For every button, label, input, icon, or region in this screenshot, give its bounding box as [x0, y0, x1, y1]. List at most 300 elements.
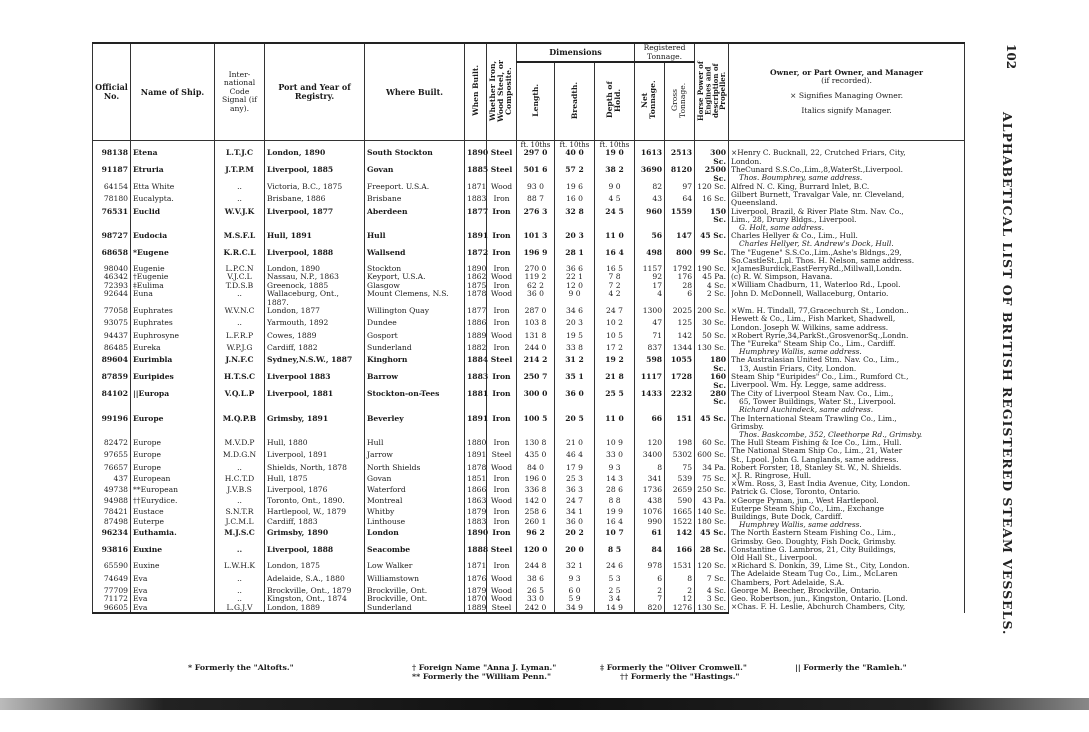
cell-net: 1300	[635, 307, 665, 319]
cell-hp: 45 Sc.	[695, 232, 729, 248]
cell-dep: 14 3	[595, 475, 635, 486]
cell-len: 300 0	[517, 390, 555, 415]
cell-no: 89604	[93, 356, 131, 373]
cell-no: 78421	[93, 508, 131, 519]
cell-port: Cardiff, 1883	[265, 518, 365, 529]
cell-signal: ..	[215, 497, 265, 508]
cell-dep: 10 2	[595, 319, 635, 331]
cell-where: South Stockton	[365, 149, 465, 166]
cell-net: 61	[635, 529, 665, 545]
cell-where: London	[365, 529, 465, 545]
cell-hp: 150 Sc.	[695, 208, 729, 233]
cell-no: 98040	[93, 265, 131, 273]
owner-line: Grimsby. Geo. Doughty, Fish Dock, Grimsby.	[731, 537, 896, 546]
cell-when: 1879	[465, 508, 487, 519]
cell-where: Freeport. U.S.A.	[365, 183, 465, 195]
cell-hp: 190 Sc.	[695, 265, 729, 273]
cell-signal: ..	[215, 290, 265, 307]
cell-gross: 590	[665, 497, 695, 508]
cell-gross: 142	[665, 529, 695, 545]
cell-net: 1613	[635, 149, 665, 166]
cell-signal: ..	[215, 195, 265, 207]
cell-len: 260 1	[517, 518, 555, 529]
header-horse-power: Horse Power of Engines and description of Propeller.	[696, 60, 728, 121]
cell-no: 94988	[93, 497, 131, 508]
cell-dep: 21 8	[595, 373, 635, 390]
cell-hp: 120 Sc.	[695, 183, 729, 195]
cell-mat: Iron	[487, 508, 517, 519]
cell-gross: 1531	[665, 562, 695, 574]
cell-where: Mount Clemens, N.S.	[365, 290, 465, 307]
header-port: Port and Year of Registry.	[265, 43, 365, 141]
cell-hp: 250 Sc.	[695, 486, 729, 497]
manager-line: G. Holt, same address.	[739, 224, 824, 233]
cell-gross: 12	[665, 595, 695, 603]
cell-net: 438	[635, 497, 665, 508]
cell-where: Low Walker	[365, 562, 465, 574]
cell-port: London, 1889	[265, 604, 365, 613]
cell-no: 86485	[93, 344, 131, 356]
ship-row	[93, 529, 965, 545]
cell-br: 20 0	[555, 546, 595, 562]
cell-hp: 7 Sc.	[695, 575, 729, 587]
cell-port: Wallaceburg, Ont., 1887.	[265, 290, 365, 307]
cell-len: 336 8	[517, 486, 555, 497]
cell-hp: 280 Sc.	[695, 390, 729, 415]
cell-dep: 25 5	[595, 390, 635, 415]
cell-br: 9 3	[555, 575, 595, 587]
units-depth: ft. 10ths	[595, 141, 635, 150]
cell-dep: 4 2	[595, 290, 635, 307]
owner-line: ×George Pyman, jun., West Hartlepool.	[731, 496, 879, 505]
cell-len: 250 7	[517, 373, 555, 390]
cell-hp: 180 Sc.	[695, 356, 729, 373]
cell-br: 16 0	[555, 195, 595, 207]
cell-signal: K.R.C.L	[215, 249, 265, 265]
ship-row	[93, 562, 965, 574]
cell-where: Glasgow	[365, 282, 465, 290]
manager-line: Humphrey Wallis, same address.	[739, 521, 862, 530]
owner-line: TheCunard S.S.Co.,Lim.,8,WaterSt.,Liverpool.	[731, 166, 903, 175]
cell-no: 49738	[93, 486, 131, 497]
cell-br: 20 2	[555, 529, 595, 545]
cell-no: 77709	[93, 587, 131, 595]
cell-when: 1866	[465, 486, 487, 497]
owner-line: Old Hall St., Liverpool.	[731, 554, 818, 562]
cell-hp: 160 Sc.	[695, 373, 729, 390]
register-body	[93, 141, 965, 614]
cell-net: 66	[635, 415, 665, 440]
manager-line: Richard Auchindeck, same address.	[739, 406, 874, 415]
cell-dep: 8 8	[595, 497, 635, 508]
cell-br: 19 5	[555, 332, 595, 344]
cell-hp: 130 Sc.	[695, 344, 729, 356]
owner-line: The North Eastern Steam Fishing Co., Lim.,	[731, 529, 896, 538]
owner-header-line1: Owner, or Part Owner, and Manager	[769, 67, 924, 77]
cell-port: Hartlepool, W., 1879	[265, 508, 365, 519]
cell-net: 84	[635, 546, 665, 562]
cell-mat: Wood	[487, 183, 517, 195]
cell-owner	[729, 587, 965, 613]
cell-br: 12 0	[555, 282, 595, 290]
cell-no: 437	[93, 475, 131, 486]
cell-no: 87859	[93, 373, 131, 390]
cell-br: 36 3	[555, 486, 595, 497]
cell-name: Europe	[131, 439, 215, 451]
cell-br: 17 9	[555, 464, 595, 475]
cell-port: Hull, 1875	[265, 475, 365, 486]
cell-dep: 19 0	[595, 149, 635, 166]
cell-no: 93075	[93, 319, 131, 331]
owner-line: ×Robert Ryrie,34,ParkSt.,GrosvenorSq.,Londn.	[731, 331, 909, 340]
cell-len: 103 8	[517, 319, 555, 331]
header-material: Whether Iron, Wood Steel, or Composite.	[488, 59, 513, 122]
cell-when: 1877	[465, 208, 487, 233]
cell-owner	[729, 415, 965, 440]
cell-dep: 5 3	[595, 575, 635, 587]
cell-where: Stockton-on-Tees	[365, 390, 465, 415]
cell-gross: 8	[665, 575, 695, 587]
cell-no: 98138	[93, 149, 131, 166]
units-length: ft. 10ths	[517, 141, 555, 150]
cell-no: 46342	[93, 273, 131, 281]
cell-no: 77058	[93, 307, 131, 319]
cell-no: 71172	[93, 595, 131, 603]
owner-line: The "Eureka" Steam Ship Co., Lim., Cardiff.	[731, 339, 896, 348]
cell-net: 17	[635, 282, 665, 290]
owner-line: Geo. Robertson, jun., Kingston, Ontario. [Lond.	[731, 595, 908, 604]
cell-name: Eva	[131, 575, 215, 587]
cell-len: 38 6	[517, 575, 555, 587]
cell-dep: 3 4	[595, 595, 635, 603]
cell-mat: Iron	[487, 415, 517, 440]
cell-no: 78180	[93, 195, 131, 207]
owner-line: Patrick G. Close, Toronto, Ontario.	[731, 488, 861, 497]
cell-gross: 97	[665, 183, 695, 195]
cell-net: 3400	[635, 451, 665, 463]
cell-net: 498	[635, 249, 665, 265]
cell-signal: L.W.H.K	[215, 562, 265, 574]
cell-len: 258 6	[517, 508, 555, 519]
cell-mat: Iron	[487, 439, 517, 451]
ship-row	[93, 232, 965, 248]
cell-br: 20 3	[555, 232, 595, 248]
owner-line: Gilbert Burnett, Travalgar Vale, nr. Cleveland,	[731, 191, 905, 200]
cell-gross: 800	[665, 249, 695, 265]
cell-net: 978	[635, 562, 665, 574]
cell-when: 1851	[465, 475, 487, 486]
owner-line: Liverpool. Wm. Hy. Legge, same address.	[731, 381, 887, 390]
cell-len: 62 2	[517, 282, 555, 290]
cell-mat: Wood	[487, 273, 517, 281]
cell-owner	[729, 232, 965, 248]
cell-owner	[729, 464, 965, 530]
cell-no: 97655	[93, 451, 131, 463]
cell-port: Hull, 1891	[265, 232, 365, 248]
cell-port: Cardiff, 1882	[265, 344, 365, 356]
manager-line: Charles Hellyer, St. Andrew's Dock, Hull.	[739, 240, 894, 249]
cell-name: Eurimbla	[131, 356, 215, 373]
cell-when: 1883	[465, 195, 487, 207]
cell-where: Wallsend	[365, 249, 465, 265]
cell-dep: 7 8	[595, 273, 635, 281]
owner-line: Queensland.	[731, 199, 778, 208]
cell-signal: W.V.N.C	[215, 307, 265, 319]
cell-signal: H.C.T.D	[215, 475, 265, 486]
cell-mat: Wood	[487, 587, 517, 595]
owner-header-line2: (if recorded).	[821, 76, 872, 86]
cell-br: 34 1	[555, 508, 595, 519]
cell-port: Adelaide, S.A., 1880	[265, 575, 365, 587]
cell-when: 1886	[465, 319, 487, 331]
cell-name: Euxine	[131, 562, 215, 574]
cell-signal: ..	[215, 587, 265, 595]
cell-signal: ..	[215, 595, 265, 603]
cell-name: **European	[131, 486, 215, 497]
footnote-hastings: †† Formerly the "Hastings."	[620, 672, 740, 681]
header-dimensions: Dimensions	[517, 43, 635, 62]
cell-no: 96605	[93, 604, 131, 613]
cell-len: 84 0	[517, 464, 555, 475]
cell-dep: 19 2	[595, 356, 635, 373]
ship-row	[93, 356, 965, 373]
cell-owner	[729, 546, 965, 562]
cell-when: 1871	[465, 562, 487, 574]
cell-when: 1870	[465, 595, 487, 603]
cell-gross: 2	[665, 587, 695, 595]
owner-line: Chambers, Port Adelaide, S.A.	[731, 578, 845, 587]
cell-gross: 2232	[665, 390, 695, 415]
owner-line: Grimsby.	[731, 422, 764, 431]
owner-line: (c) R. W. Simpson, Havana.	[731, 273, 833, 282]
cell-gross: 176	[665, 273, 695, 281]
owner-line: ×Wm. H. Tindall, 77,Gracechurch St., London..	[731, 307, 909, 316]
cell-mat: Wood	[487, 595, 517, 603]
ship-row	[93, 208, 965, 233]
cell-when: 1878	[465, 290, 487, 307]
cell-net: 1736	[635, 486, 665, 497]
cell-gross: 1344	[665, 344, 695, 356]
cell-port: London, 1877	[265, 307, 365, 319]
cell-signal: M.V.D.P	[215, 439, 265, 451]
cell-hp: 45 Pa.	[695, 273, 729, 281]
cell-len: 131 8	[517, 332, 555, 344]
cell-br: 9 0	[555, 290, 595, 307]
cell-len: 244 0	[517, 344, 555, 356]
cell-dep: 7 2	[595, 282, 635, 290]
cell-signal: V.J.C.L	[215, 273, 265, 281]
cell-mat: Iron	[487, 518, 517, 529]
cell-when: 1891	[465, 451, 487, 463]
cell-hp: 600 Sc.	[695, 451, 729, 463]
cell-dep: 9 3	[595, 464, 635, 475]
cell-mat: Iron	[487, 529, 517, 545]
cell-name: Euclid	[131, 208, 215, 233]
header-net-tonnage: Net Tonnage.	[639, 81, 657, 120]
cell-gross: 2659	[665, 486, 695, 497]
cell-port: Kingston, Ont., 1874	[265, 595, 365, 603]
cell-br: 36 0	[555, 518, 595, 529]
header-where-built: Where Built.	[365, 43, 465, 141]
cell-net: 43	[635, 195, 665, 207]
cell-br: 20 3	[555, 319, 595, 331]
cell-hp: 200 Sc.	[695, 307, 729, 319]
cell-where: Gosport	[365, 332, 465, 344]
cell-hp: 34 Pa.	[695, 464, 729, 475]
cell-owner	[729, 183, 965, 208]
cell-net: 1433	[635, 390, 665, 415]
cell-when: 1889	[465, 332, 487, 344]
cell-mat: Steel	[487, 166, 517, 183]
cell-port: Liverpool, 1885	[265, 166, 365, 183]
units-breadth: ft. 10ths	[555, 141, 595, 150]
cell-br: 33 8	[555, 344, 595, 356]
cell-when: 1879	[465, 587, 487, 595]
cell-when: 1891	[465, 415, 487, 440]
cell-no: 72393	[93, 282, 131, 290]
cell-br: 25 3	[555, 475, 595, 486]
cell-dep: 24 7	[595, 307, 635, 319]
owner-line: Liverpool, Brazil, & River Plate Stm. Nav. Co.,	[731, 207, 904, 216]
cell-br: 22 1	[555, 273, 595, 281]
cell-where: Sunderland	[365, 344, 465, 356]
cell-no: 84102	[93, 390, 131, 415]
header-tonnage: Registered Tonnage.	[635, 43, 695, 62]
cell-port: Liverpool, 1888	[265, 249, 365, 265]
cell-gross: 125	[665, 319, 695, 331]
cell-name: Euripides	[131, 373, 215, 390]
owner-line: The National Steam Ship Co., Lim., 21, Water	[731, 447, 903, 456]
cell-port: Brisbane, 1886	[265, 195, 365, 207]
cell-net: 92	[635, 273, 665, 281]
cell-when: 1863	[465, 497, 487, 508]
cell-dep: 24 5	[595, 208, 635, 233]
cell-when: 1890	[465, 529, 487, 545]
cell-len: 196 9	[517, 249, 555, 265]
cell-br: 32 8	[555, 208, 595, 233]
cell-port: Brockville, Ont., 1879	[265, 587, 365, 595]
cell-net: 1117	[635, 373, 665, 390]
cell-name: Etena	[131, 149, 215, 166]
cell-dep: 11 0	[595, 232, 635, 248]
cell-name: Euna	[131, 290, 215, 307]
cell-hp: 2 Sc.	[695, 290, 729, 307]
cell-gross: 539	[665, 475, 695, 486]
cell-len: 26 5	[517, 587, 555, 595]
cell-len: 36 0	[517, 290, 555, 307]
page-binding-edge	[0, 698, 1089, 710]
manager-line: Thos. Baskcombe, 352, Cleethorpe Rd., Grimsby.	[739, 430, 923, 439]
cell-len: 119 2	[517, 273, 555, 281]
cell-hp: 45 Sc.	[695, 415, 729, 440]
cell-mat: Wood	[487, 497, 517, 508]
owner-line: ×Henry C. Bucknall, 22, Crutched Friars, City,	[731, 149, 906, 158]
cell-no: 87498	[93, 518, 131, 529]
cell-net: 82	[635, 183, 665, 195]
cell-owner	[729, 356, 965, 373]
cell-hp: 4 Sc.	[695, 587, 729, 595]
cell-name: Eugenie	[131, 265, 215, 273]
cell-net: 341	[635, 475, 665, 486]
cell-signal: L.T.J.C	[215, 149, 265, 166]
cell-where: Hull	[365, 232, 465, 248]
cell-where: Williamstown	[365, 575, 465, 587]
header-breadth: Breadth.	[569, 81, 579, 119]
cell-port: Liverpool, 1877	[265, 208, 365, 233]
cell-name: Eustace	[131, 508, 215, 519]
owner-line: ×JamesBurdick,EastFerryRd.,Millwall,Londn.	[731, 265, 902, 274]
cell-br: 34 6	[555, 307, 595, 319]
cell-signal: J.C.M.L	[215, 518, 265, 529]
header-depth: Depth of Hold.	[604, 81, 622, 119]
owner-line: London. Joseph W. Wilkins, same address.	[731, 323, 889, 332]
cell-when: 1884	[465, 356, 487, 373]
cell-port: Nassau, N.P., 1863	[265, 273, 365, 281]
cell-mat: Iron	[487, 195, 517, 207]
header-name: Name of Ship.	[131, 43, 215, 141]
cell-when: 1875	[465, 282, 487, 290]
cell-mat: Iron	[487, 562, 517, 574]
cell-net: 47	[635, 319, 665, 331]
cell-when: 1888	[465, 546, 487, 562]
cell-signal: L.F.R.P	[215, 332, 265, 344]
cell-len: 276 3	[517, 208, 555, 233]
cell-br: 19 6	[555, 183, 595, 195]
cell-signal: ..	[215, 464, 265, 475]
cell-port: Cowes, 1889	[265, 332, 365, 344]
cell-name: Euphrates	[131, 319, 215, 331]
cell-when: 1880	[465, 439, 487, 451]
cell-dep: 11 0	[595, 415, 635, 440]
cell-hp: 120 Sc.	[695, 562, 729, 574]
cell-where: Willington Quay	[365, 307, 465, 319]
ship-row	[93, 415, 965, 440]
cell-dep: 10 5	[595, 332, 635, 344]
cell-owner	[729, 249, 965, 265]
cell-net: 4	[635, 290, 665, 307]
ship-row	[93, 373, 965, 390]
cell-dep: 9 0	[595, 183, 635, 195]
cell-len: 130 8	[517, 439, 555, 451]
cell-len: 33 0	[517, 595, 555, 603]
owner-line: The Adelaide Steam Tug Co., Lim., McLaren	[731, 570, 898, 579]
cell-when: 1872	[465, 249, 487, 265]
cell-when: 1876	[465, 575, 487, 587]
cell-gross: 2513	[665, 149, 695, 166]
cell-when: 1871	[465, 183, 487, 195]
cell-dep: 10 9	[595, 439, 635, 451]
owner-header-line4: Italics signify Manager.	[801, 105, 892, 115]
cell-port: Grimsby, 1891	[265, 415, 365, 440]
cell-gross: 6	[665, 290, 695, 307]
cell-owner	[729, 332, 965, 357]
owner-line: The Hull Steam Fishing & Ice Co., Lim., Hull.	[731, 439, 902, 448]
side-title: ALPHABETICAL LIST OF BRITISH REGISTERED STEAM VESSELS.	[1000, 112, 1015, 636]
cell-no: 64154	[93, 183, 131, 195]
owner-line: George M. Beecher, Brockville, Ontario.	[731, 586, 882, 595]
cell-name: Etruria	[131, 166, 215, 183]
owner-line: Robert Forster, 18, Stanley St. W., N. Shields.	[731, 463, 902, 472]
cell-mat: Iron	[487, 249, 517, 265]
cell-owner	[729, 166, 965, 183]
cell-gross: 1559	[665, 208, 695, 233]
cell-dep: 16 4	[595, 518, 635, 529]
cell-br: 35 1	[555, 373, 595, 390]
cell-dep: 28 6	[595, 486, 635, 497]
cell-signal: J.T.P.M	[215, 166, 265, 183]
cell-mat: Iron	[487, 390, 517, 415]
ship-row	[93, 390, 965, 415]
